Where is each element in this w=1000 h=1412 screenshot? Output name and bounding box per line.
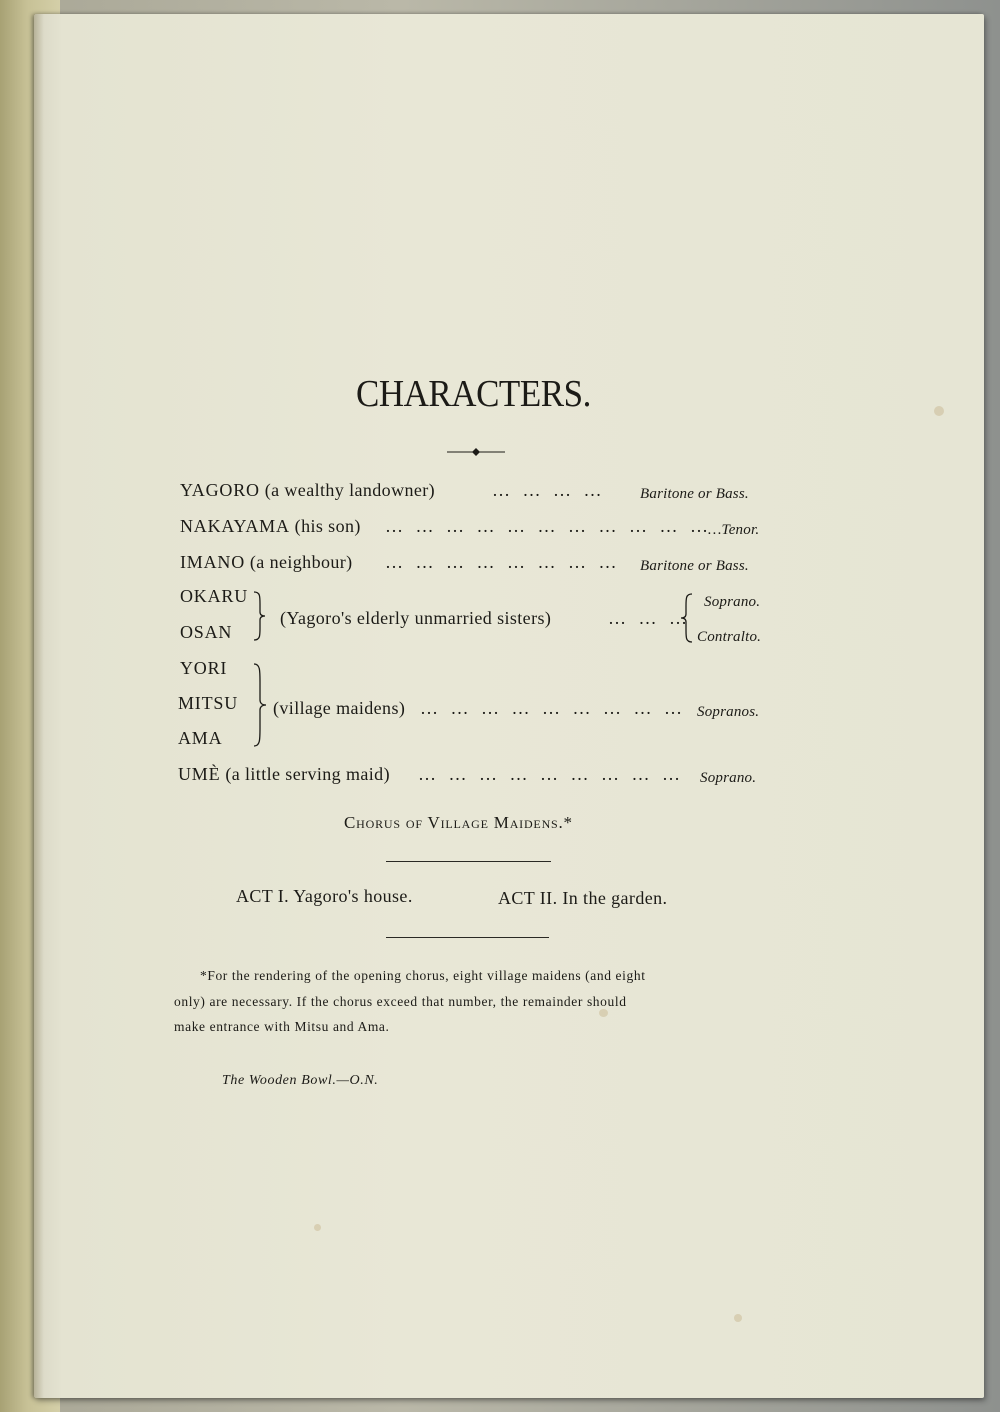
right-brace-icon	[252, 590, 268, 642]
right-brace-icon	[252, 662, 268, 748]
left-brace-icon	[680, 592, 694, 644]
dot-leader: … … … … … … … … … … …	[385, 516, 712, 536]
chorus-line	[344, 813, 573, 833]
character-name: OKARU	[180, 586, 249, 606]
footnote-line-1: *For the rendering of the opening chorus, eight village maidens (and eight	[200, 968, 646, 983]
group-description: (Yagoro's elderly unmarried sisters)	[280, 608, 552, 628]
signature: The Wooden Bowl.—O.N.	[222, 1073, 379, 1088]
character-description: (a little serving maid)	[225, 764, 390, 784]
voice-type: Sopranos.	[697, 704, 760, 720]
act-one: ACT I. Yagoro's house.	[236, 886, 413, 906]
foxing-spot	[934, 406, 944, 416]
ornament-divider	[447, 448, 505, 456]
voice-type: Baritone or Bass.	[640, 558, 749, 574]
foxing-spot	[599, 1009, 608, 1017]
footnote-line-3: make entrance with Mitsu and Ama.	[174, 1019, 390, 1034]
character-name: YAGORO	[180, 480, 260, 500]
dot-leader: … … … … … … … … …	[420, 698, 686, 718]
character-name: NAKAYAMA	[180, 516, 290, 536]
character-name: IMANO	[180, 552, 245, 572]
character-name: AMA	[178, 728, 223, 748]
voice-type: Contralto.	[697, 629, 762, 645]
character-row-imano	[180, 552, 353, 573]
character-name: YORI	[180, 658, 228, 678]
character-name: UMÈ	[178, 764, 221, 784]
dot-leader: … … … …	[492, 480, 606, 500]
character-description: (a wealthy landowner)	[264, 480, 436, 500]
chorus-text: Chorus of Village Maidens.*	[344, 813, 573, 832]
dot-leader: … … …	[608, 608, 691, 628]
voice-type: Soprano.	[704, 594, 761, 610]
voice-type: Baritone or Bass.	[640, 486, 749, 502]
character-row-nakayama	[180, 516, 361, 537]
character-description: (a neighbour)	[249, 552, 353, 572]
character-name: MITSU	[178, 693, 239, 713]
footnote-line-2: only) are necessary. If the chorus exceed that number, the remainder should	[174, 994, 627, 1009]
foxing-spot	[734, 1314, 742, 1322]
voice-type: Soprano.	[700, 770, 757, 786]
divider-rule	[386, 861, 551, 862]
character-row-yagoro	[180, 480, 435, 501]
divider-rule	[386, 937, 549, 938]
voice-type: …Tenor.	[708, 522, 760, 538]
character-description: (his son)	[294, 516, 361, 536]
dot-leader: … … … … … … … … …	[418, 764, 684, 784]
character-name: OSAN	[180, 622, 233, 642]
character-row-ume	[178, 764, 390, 785]
foxing-spot	[314, 1224, 321, 1231]
page-title: CHARACTERS.	[356, 373, 591, 415]
act-two: ACT II. In the garden.	[498, 888, 668, 908]
dot-leader: … … … … … … … …	[385, 552, 621, 572]
group-description: (village maidens)	[273, 698, 406, 718]
